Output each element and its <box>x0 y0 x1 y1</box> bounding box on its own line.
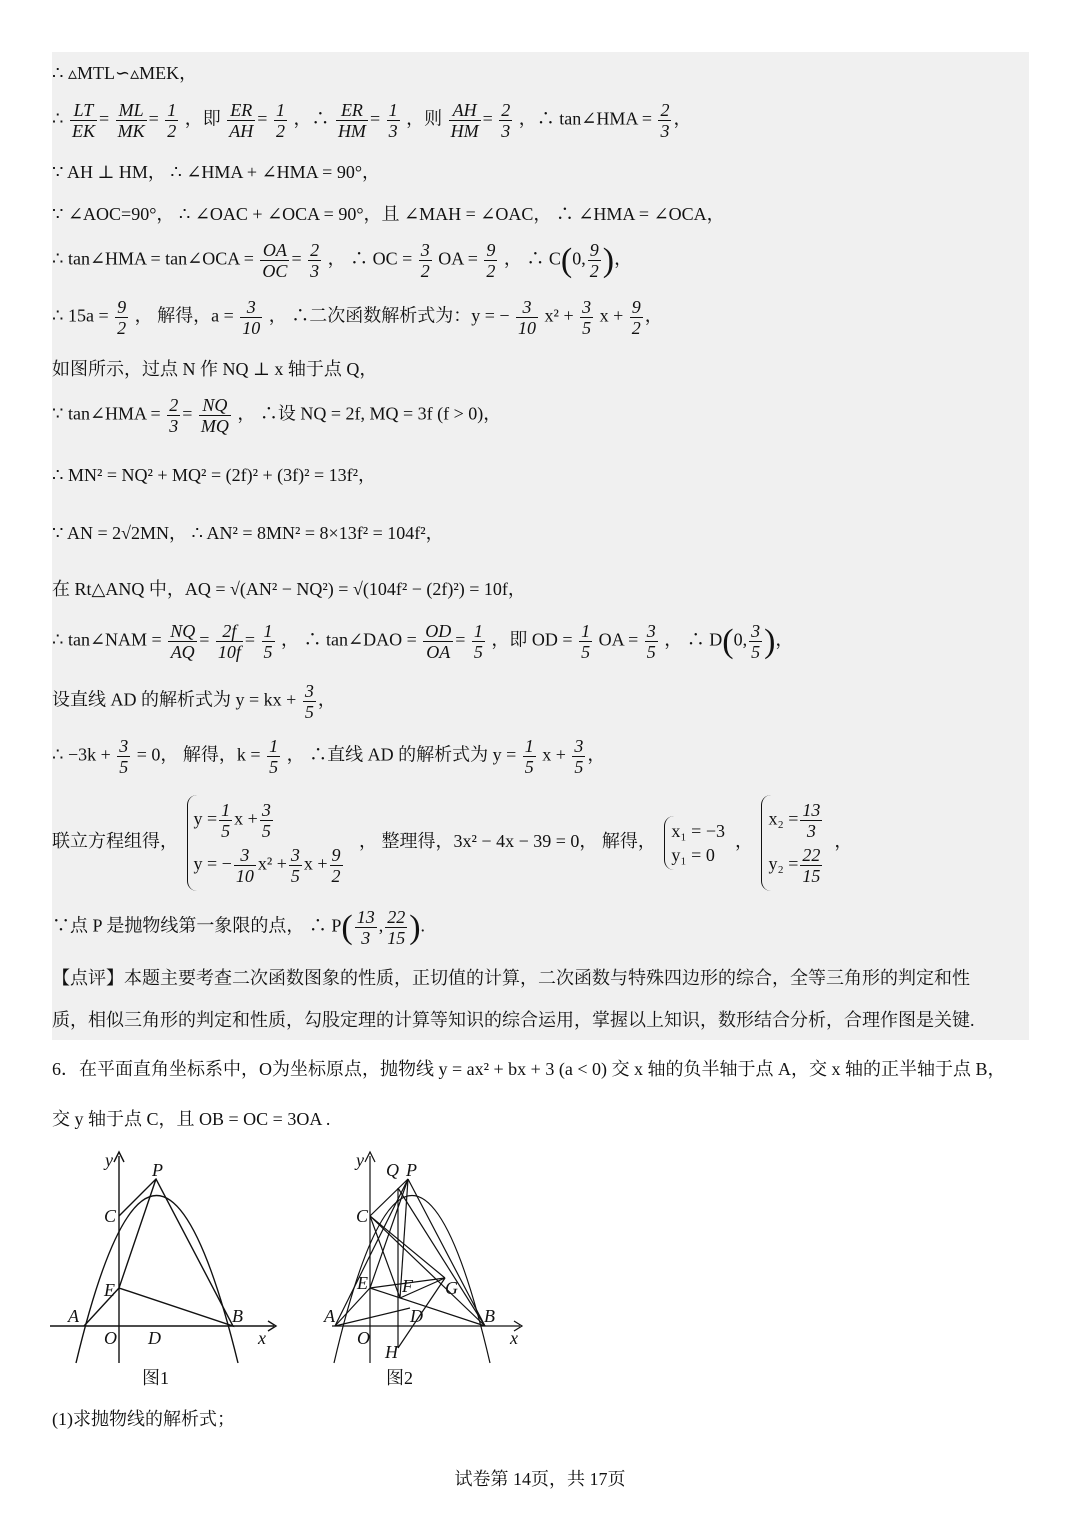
question-6-line-1: 6．在平面直角坐标系中，O为坐标原点，抛物线 y = ax² + bx + 3 (a < 0) 交 x 轴的负半轴于点 A，交 x 轴的正半轴于点 B， <box>52 1059 1006 1079</box>
solution-line-13: 设直线 AD 的解析式为 y = kx + $\frac{3}{5}$ ， <box>52 681 336 722</box>
figure-1 <box>48 1148 288 1393</box>
fig1-label-x: x <box>258 1328 266 1348</box>
comment-line-2: 质，相似三角形的判定和性质，勾股定理的计算等知识的综合运用，掌握以上知识，数形结合分析，合理作图是关键. <box>52 1010 975 1030</box>
fig1-label-d: D <box>148 1328 161 1348</box>
solution-line-11: 在 Rt△ANQ 中，AQ = √(AN² − NQ²) = √(104f² − (2f)²) = 10f， <box>52 579 526 599</box>
solution-line-10: ∵ AN = 2√2MN， ∴ AN² = 8MN² = 8×13f² = 104f²， <box>52 523 444 543</box>
solution-line-3: ∵ AH ⊥ HM， ∴ ∠HMA + ∠HMA = 90°， <box>52 162 381 182</box>
solution-shaded-block <box>52 52 1029 1040</box>
fig1-label-c: C <box>104 1206 117 1226</box>
fig1-label-a: A <box>68 1306 79 1326</box>
comment-line-1: 【点评】本题主要考查二次函数图象的性质，正切值的计算，二次函数与特殊四边形的综合，全等三角形的判定和性 <box>52 968 970 988</box>
solution-line-2: ∴ $\frac{LT}{EK}$ = $\frac{ML}{MK}$ = $\frac{1}{2}$ ，即 $\frac{ER}{AH}$ = $\frac{1}{2}$ ，∴ $\frac{ER}{HM}$ = $\frac{1}{3}$ ，则 $\frac{AH}{HM}$ = $\frac{2}{3}$ ，∴ tan∠HMA = $\frac{2}{3}$ ， <box>52 100 692 141</box>
fig2-label-g: G <box>445 1278 458 1298</box>
fig2-label-c: C <box>356 1206 369 1226</box>
solution-line-4: ∵ ∠AOC=90°， ∴ ∠OAC + ∠OCA = 90°，且 ∠MAH = ∠OAC， ∴ ∠HMA = ∠OCA， <box>52 204 725 224</box>
fig2-label-q: Q <box>386 1160 399 1180</box>
fig2-label-p: P <box>406 1160 417 1180</box>
fig2-label-b: B <box>484 1306 495 1326</box>
fig1-caption: 图1 <box>142 1368 169 1388</box>
solution-line-15: 联立方程组得， y = $\frac{1}{5}$ x + $\frac{3}{5}$ y = − $\frac{3}{10}$ x² + $\frac{3}{5}$ x + $\frac{9}{2}$ ， 整理得，3x² − 4x − 39 = 0， 解得， x₁ = −3 y₁ = 0 ， x₂ = $\frac{13}{3}$ y₂ = $\frac{22}{15}$ ， <box>52 795 852 891</box>
fig1-label-p: P <box>152 1160 163 1180</box>
solution-line-7: 如图所示，过点 N 作 NQ ⊥ x 轴于点 Q， <box>52 359 378 379</box>
fig2-label-a: A <box>324 1306 335 1326</box>
fig1-lines <box>119 1179 233 1326</box>
fig2-label-h: H <box>385 1342 398 1362</box>
solution-line-12: ∴ tan∠NAM = $\frac{NQ}{AQ}$ = $\frac{2f}{10f}$ = $\frac{1}{5}$ ， ∴ tan∠DAO = $\frac{OD}{OA}$ = $\frac{1}{5}$ ，即 OD = $\frac{1}{5}$ OA = $\frac{3}{5}$ ， ∴ D(0, $\frac{3}{5}$ )， <box>52 621 794 662</box>
fig2-label-e: E <box>357 1273 368 1293</box>
solution-line-14: ∴ −3k + $\frac{3}{5}$ = 0， 解得，k = $\frac{1}{5}$ ， ∴直线 AD 的解析式为 y = $\frac{1}{5}$ x + $\frac{3}{5}$ ， <box>52 736 606 777</box>
page-footer: 试卷第 14页，共 17页 <box>454 1469 626 1489</box>
fig2-label-f: F <box>402 1276 413 1296</box>
fig2-label-d: D <box>410 1306 423 1326</box>
question-6-part-1: (1)求抛物线的解析式； <box>52 1409 235 1429</box>
fig1-label-e: E <box>104 1280 115 1300</box>
question-6-line-2: 交 y 轴于点 C，且 OB = OC = 3OA . <box>52 1109 331 1129</box>
fig1-label-o: O <box>104 1328 117 1348</box>
solution-line-1: ∴ ▵MTL∽▵MEK， <box>52 63 198 83</box>
fig1-label-b: B <box>232 1306 243 1326</box>
fig2-label-o: O <box>357 1328 370 1348</box>
figure-2 <box>324 1148 530 1393</box>
solution-line-16: ∵点 P 是抛物线第一象限的点， ∴ P( $\frac{13}{3}$ , $\frac{22}{15}$ ). <box>52 907 426 948</box>
solution-line-5: ∴ tan∠HMA = tan∠OCA = $\frac{OA}{OC}$ = $\frac{2}{3}$ ， ∴ OC = $\frac{3}{2}$ OA = $\frac{9}{2}$ ， ∴ C(0, $\frac{9}{2}$ )， <box>52 240 633 281</box>
fig2-label-y: y <box>356 1150 364 1170</box>
solution-line-9: ∴ MN² = NQ² + MQ² = (2f)² + (3f)² = 13f²， <box>52 465 377 485</box>
solution-line-6: ∴ 15a = $\frac{9}{2}$ ， 解得，a = $\frac{3}{10}$ ， ∴二次函数解析式为：y = − $\frac{3}{10}$ x² + $\frac{3}{5}$ x + $\frac{9}{2}$ ， <box>52 297 663 338</box>
fig1-label-y: y <box>105 1150 113 1170</box>
solution-line-8: ∵ tan∠HMA = $\frac{2}{3}$ = $\frac{NQ}{MQ}$ ， ∴设 NQ = 2f, MQ = 3f (f > 0)， <box>52 395 502 436</box>
fig2-caption: 图2 <box>386 1368 413 1388</box>
fig2-label-x: x <box>510 1328 518 1348</box>
